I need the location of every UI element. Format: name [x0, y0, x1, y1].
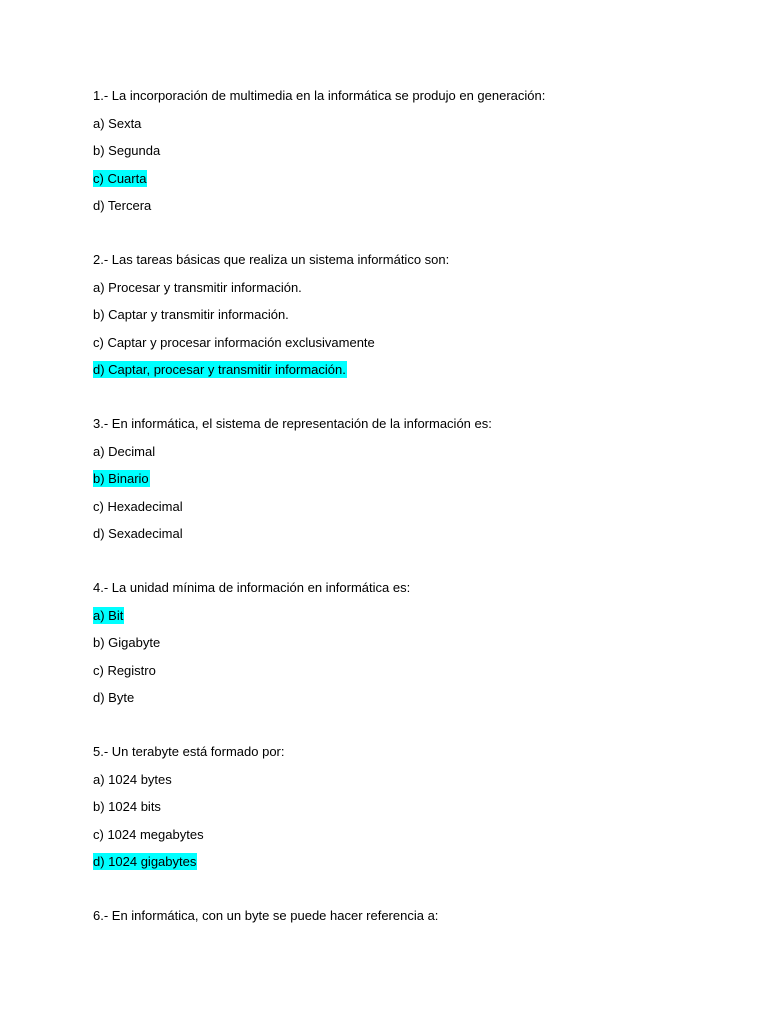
question-2-option-c: [93, 335, 733, 351]
question-2-option-d: [93, 362, 733, 378]
question-5-option-c: [93, 827, 733, 843]
question-3-option-c: [93, 499, 733, 515]
question-2: [93, 252, 733, 378]
option-label: d) Tercera: [93, 198, 152, 213]
question-1-option-d: [93, 198, 733, 214]
question-5-option-b: [93, 799, 733, 815]
highlighted-answer: c) Cuarta: [93, 170, 147, 186]
question-5-text: 5.- Un terabyte está formado por:: [93, 744, 285, 759]
question-3-text: 3.- En informática, el sistema de representación de la información es:: [93, 416, 492, 431]
question-6: [93, 908, 733, 924]
question-3-option-d: [93, 526, 733, 542]
question-4-option-c: [93, 663, 733, 679]
highlighted-answer: d) Captar, procesar y transmitir información.: [93, 362, 346, 377]
option-label: c) Hexadecimal: [93, 498, 183, 514]
question-2-text: 2.- Las tareas básicas que realiza un sistema informático son:: [93, 252, 450, 267]
question-4-option-a: [93, 608, 733, 624]
question-4-option-d: [93, 690, 733, 706]
question-4-option-b: [93, 635, 733, 651]
highlighted-answer: b) Binario: [93, 471, 149, 486]
option-label: b) 1024 bits: [93, 799, 161, 814]
option-label: a) Decimal: [93, 443, 156, 459]
option-label: a) 1024 bytes: [93, 771, 172, 787]
question-1-option-a: [93, 116, 733, 132]
option-label: a) Sexta: [93, 115, 142, 131]
question-1-text: 1.- La incorporación de multimedia en la informática se produjo en generación:: [93, 88, 546, 103]
option-label: b) Segunda: [93, 143, 161, 158]
option-label: c) Registro: [93, 662, 156, 678]
question-3: [93, 416, 733, 542]
question-4-text: 4.- La unidad mínima de información en informática es:: [93, 580, 411, 595]
question-5-option-d: [93, 854, 733, 870]
option-label: d) Byte: [93, 690, 135, 705]
option-label: b) Captar y transmitir información.: [93, 307, 289, 322]
question-3-option-b: [93, 471, 733, 487]
question-4: [93, 580, 733, 706]
question-5-option-a: [93, 772, 733, 788]
question-2-option-b: [93, 307, 733, 323]
option-label: a) Procesar y transmitir información.: [93, 279, 302, 295]
option-label: c) 1024 megabytes: [93, 826, 204, 842]
highlighted-answer: d) 1024 gigabytes: [93, 854, 197, 869]
question-5: [93, 744, 733, 870]
option-label: c) Captar y procesar información exclusivamente: [93, 334, 375, 350]
question-1: [93, 88, 733, 214]
question-2-option-a: [93, 280, 733, 296]
question-3-option-a: [93, 444, 733, 460]
question-6-text: 6.- En informática, con un byte se puede hacer referencia a:: [93, 908, 439, 923]
option-label: b) Gigabyte: [93, 635, 161, 650]
question-1-option-c: [93, 171, 733, 187]
highlighted-answer: a) Bit: [93, 607, 124, 623]
option-label: d) Sexadecimal: [93, 526, 183, 541]
question-1-option-b: [93, 143, 733, 159]
